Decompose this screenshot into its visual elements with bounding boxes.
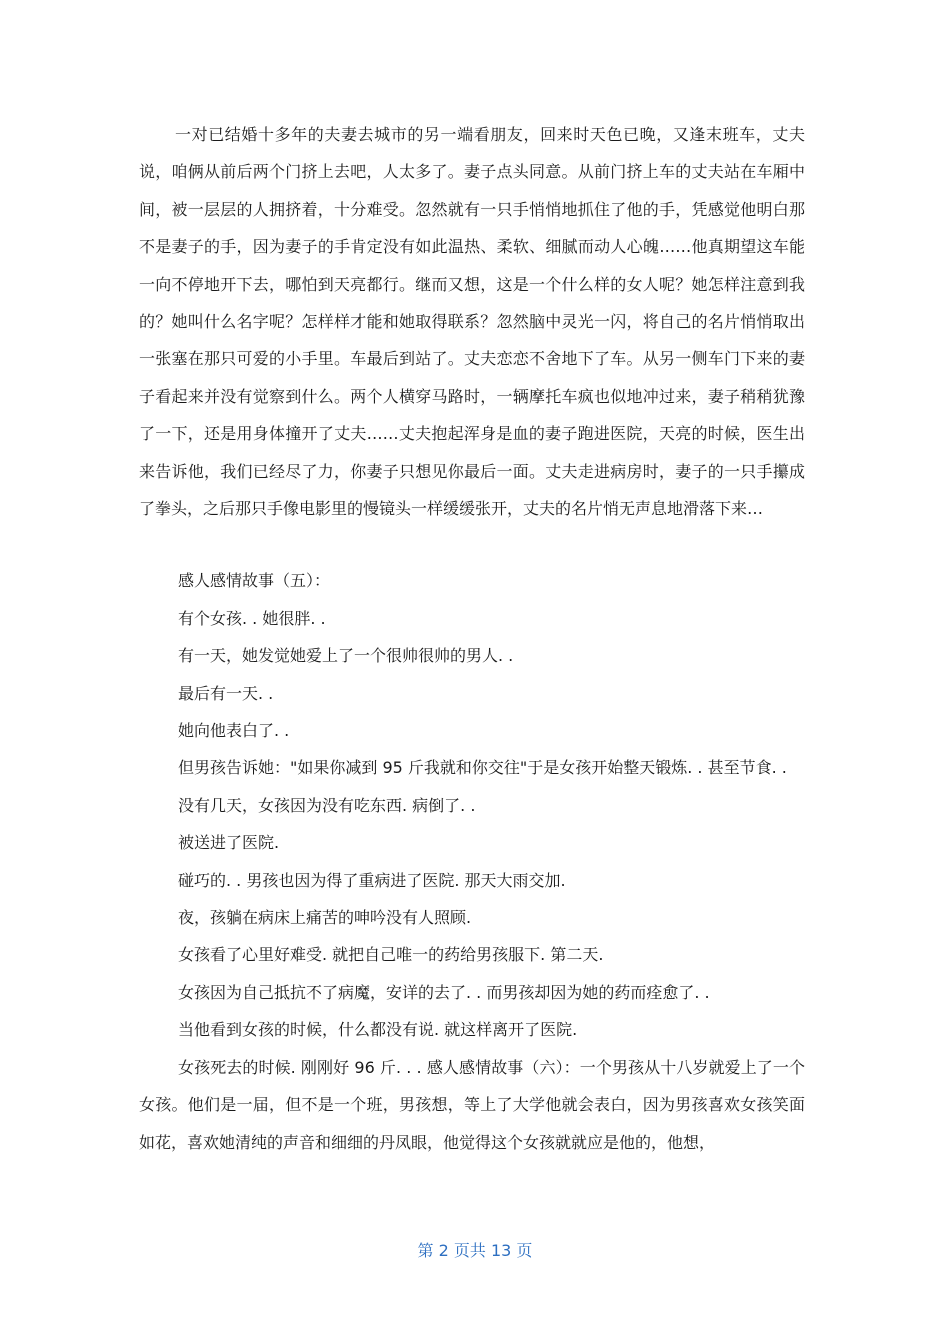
- text-line-1: 感人感情故事（五）：: [178, 571, 331, 590]
- story-paragraph-1: 一对已结婚十多年的夫妻去城市的另一端看朋友，回来时天色已晚，又逢末班车，丈夫说，咱俩从前后两个门挤上去吧，人太多了。妻子点头同意。从前门挤上车的丈夫站在车厢中间，被一层层的人拥挤着，十分难受。忽然就有一只手悄悄地抓住了他的手，凭感觉他明白那不是妻子的手，因为妻子的手肯定没有如此温热、柔软、细腻而动人心魄……他真期望这车能一向不停地开下去，哪怕到天亮都行。继而又想，这是一个什么样的女人呢？她怎样注意到我的？她叫什么名字呢？怎样样才能和她取得联系？忽然脑中灵光一闪，将自己的名片悄悄取出一张塞在那只可爱的小手里。车最后到站了。丈夫恋恋不舍地下了车。从另一侧车门下来的妻子看起来并没有觉察到什么。两个人横穿马路时，一辆摩托车疯也似地冲过来，妻子稍稍犹豫了一下，还是用身体撞开了丈夫……丈夫抱起浑身是血的妻子跑进医院，天亮的时候，医生出来告诉他，我们已经尽了力，你妻子只想见你最后一面。丈夫走进病房时，妻子的一只手攥成了拳头，之后那只手像电影里的慢镜头一样缓缓张开，丈夫的名片悄无声息地滑落下来…: [139, 125, 805, 519]
- text-line-5: 她向他表白了. .: [178, 721, 290, 740]
- text-line-13: 当他看到女孩的时候，什么都没有说. 就这样离开了医院.: [178, 1020, 578, 1039]
- text-line-10: 夜，孩躺在病床上痛苦的呻吟没有人照顾.: [178, 908, 472, 927]
- page-number: 第 2 页共 13 页: [417, 1241, 533, 1260]
- text-line-12: 女孩因为自己抵抗不了病魔，安详的去了. . 而男孩却因为她的药而痊愈了. .: [178, 983, 710, 1002]
- text-line-3: 有一天，她发觉她爱上了一个很帅很帅的男人. .: [178, 646, 514, 665]
- story-paragraph-2: 女孩死去的时候. 刚刚好 96 斤. . . 感人感情故事（六）：一个男孩从十八岁就爱上了一个女孩。他们是一届，但不是一个班，男孩想，等上了大学他就会表白，因为男孩喜欢女孩笑面如花，喜欢她清纯的声音和细细的丹凤眼，他觉得这个女孩就就应是他的，他想，: [139, 1058, 805, 1152]
- text-line-2: 有个女孩. . 她很胖. .: [178, 609, 326, 628]
- text-line-7: 没有几天，女孩因为没有吃东西. 病倒了. .: [178, 796, 476, 815]
- text-line-6: 但男孩告诉她："如果你减到 95 斤我就和你交往"于是女孩开始整天锻炼. . 甚至节食. .: [178, 758, 787, 777]
- text-line-4: 最后有一天. .: [178, 684, 274, 703]
- text-line-11: 女孩看了心里好难受. 就把自己唯一的药给男孩服下. 第二天.: [178, 945, 604, 964]
- text-line-8: 被送进了医院.: [178, 833, 280, 852]
- text-line-9: 碰巧的. . 男孩也因为得了重病进了医院. 那天大雨交加.: [178, 871, 566, 890]
